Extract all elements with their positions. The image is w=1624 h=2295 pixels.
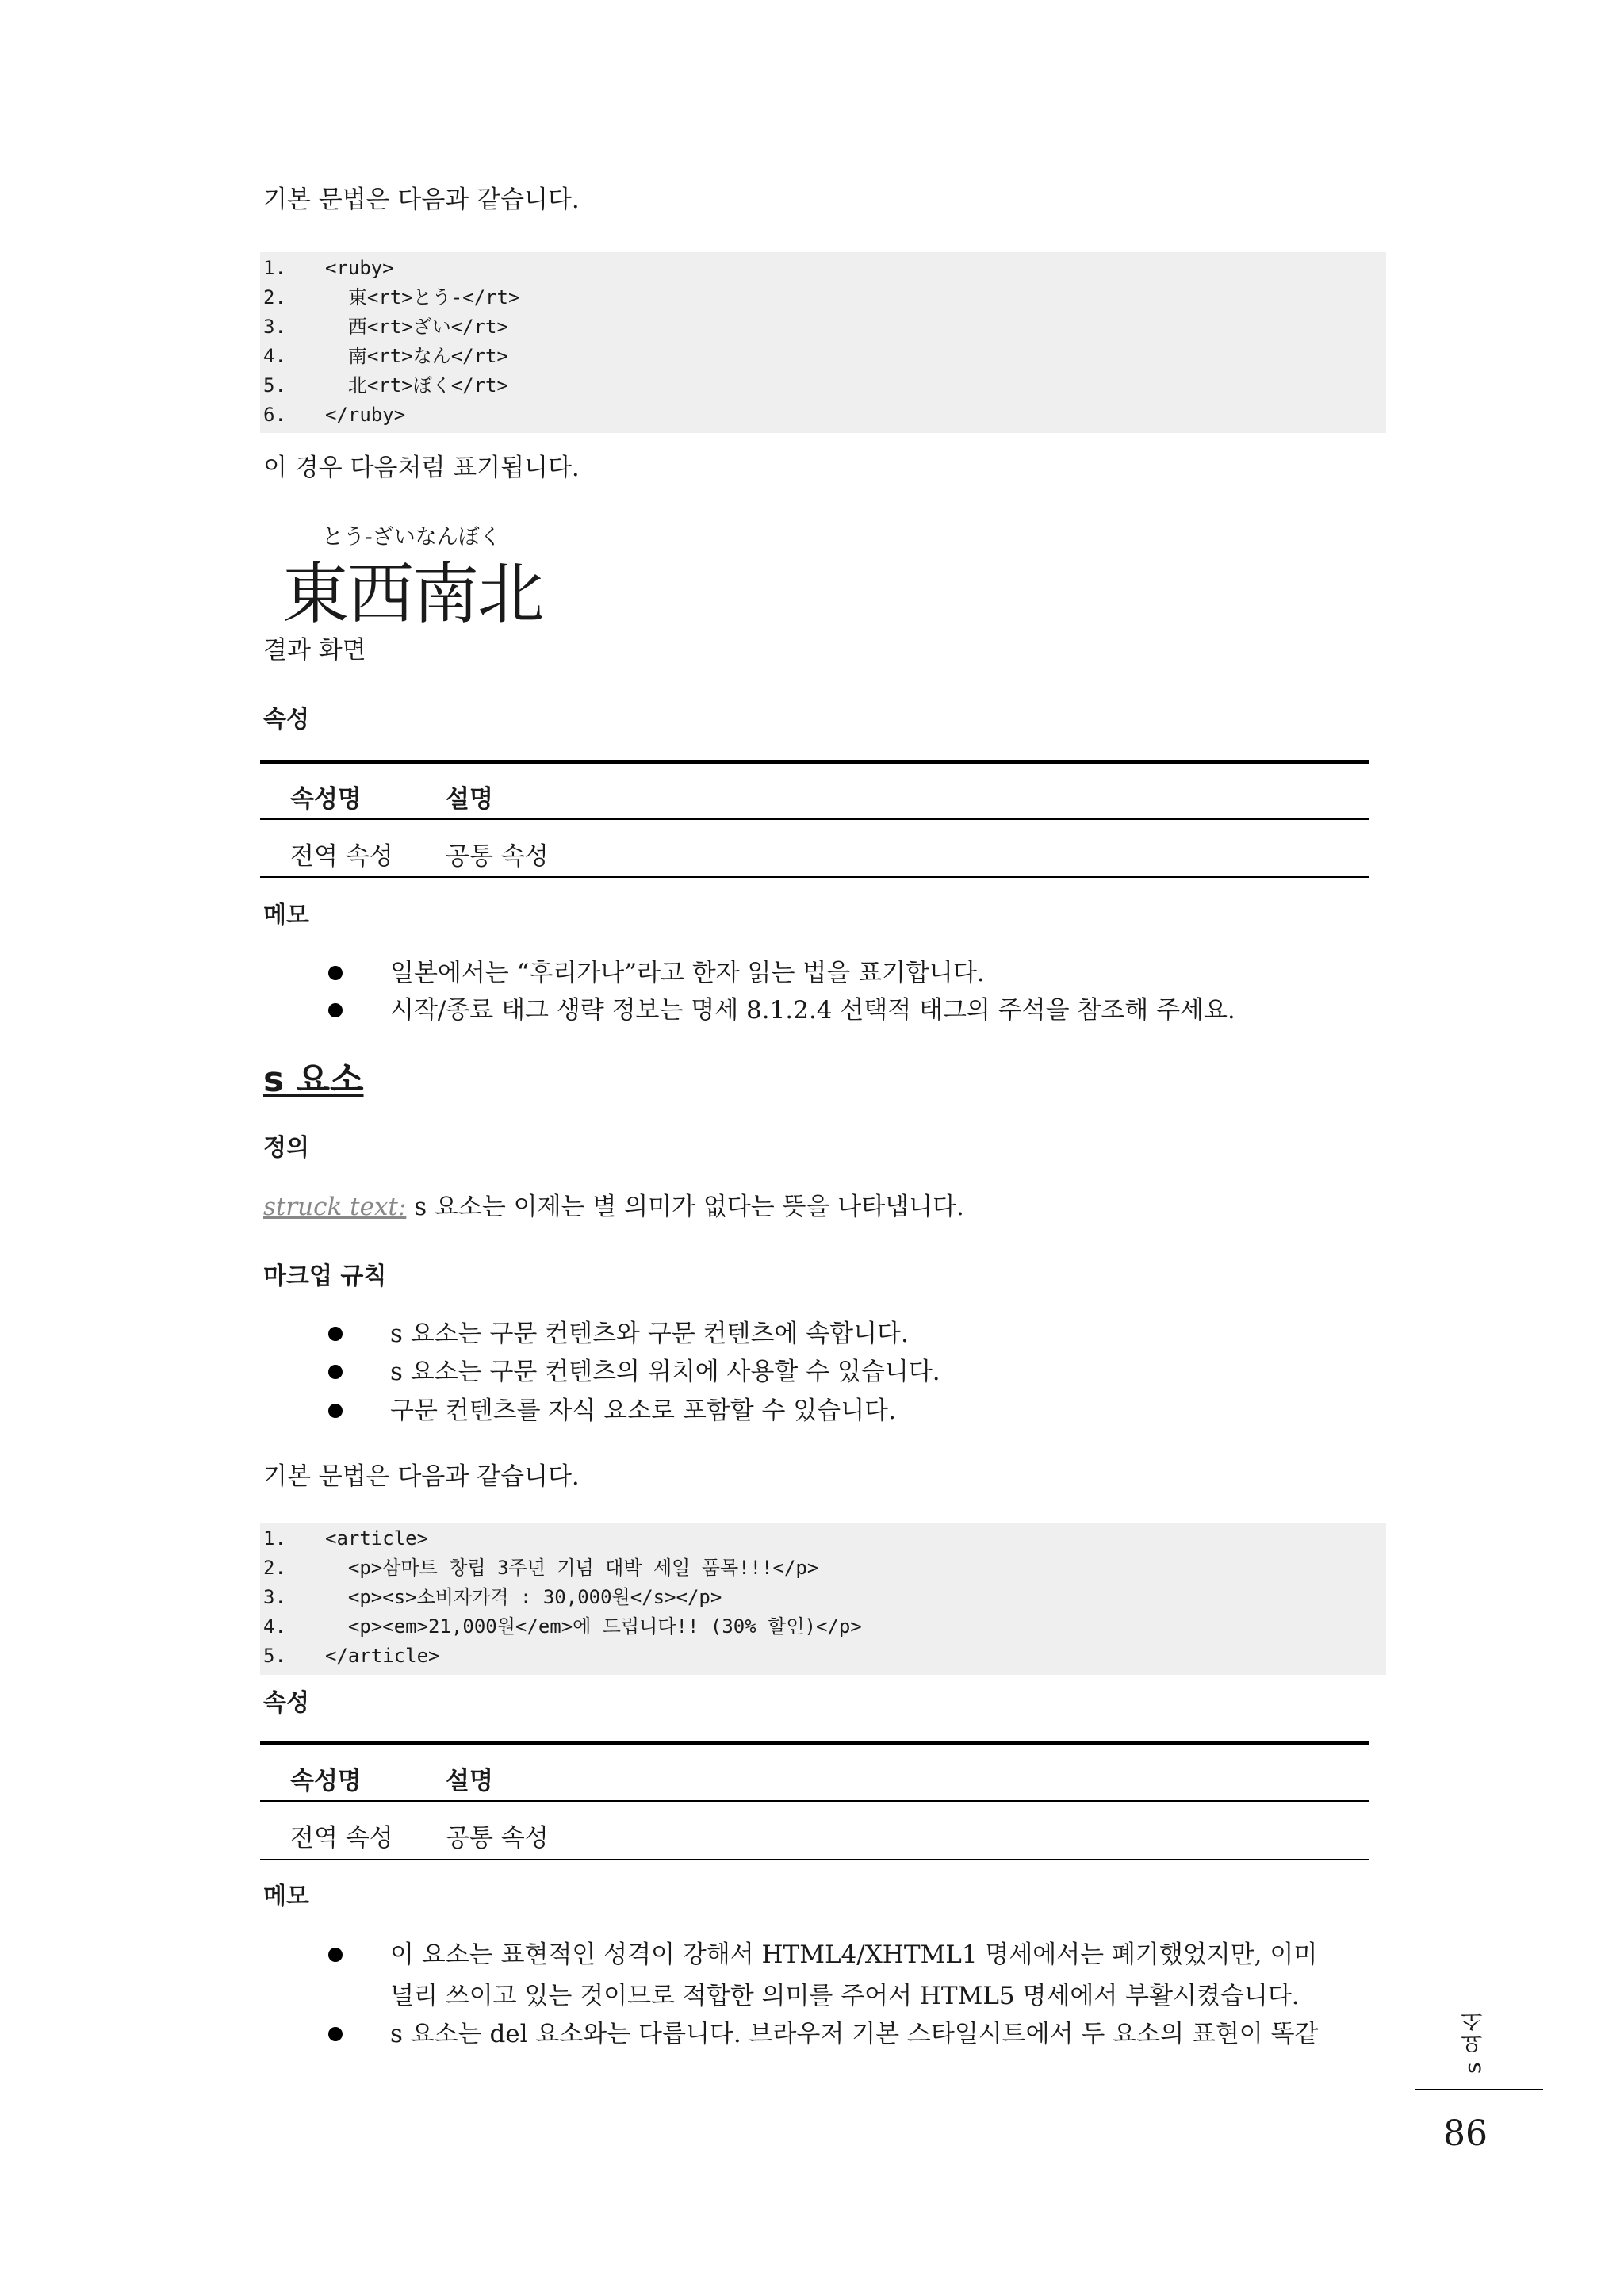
memo-item: 이 요소는 표현적인 성격이 강해서 HTML4/XHTML1 명세에서는 폐기했었지만, 이미 — [390, 1941, 1318, 1969]
memo-item: 시작/종료 태그 생략 정보는 명세 8.1.2.4 선택적 태그의 주석을 참조해 주세요. — [390, 996, 1235, 1025]
intro-text: 기본 문법은 다음과 같습니다. — [263, 186, 580, 214]
table-header-desc: 설명 — [446, 1767, 493, 1795]
table-header-name: 속성명 — [290, 1767, 362, 1795]
table-header-name: 속성명 — [290, 785, 362, 814]
ruby-base-text: 東西南北 — [282, 555, 543, 633]
attr-heading: 속성 — [263, 706, 309, 734]
markup-rules-heading: 마크업 규칙 — [263, 1262, 387, 1290]
markup-rule-item: s 요소는 구문 컨텐츠와 구문 컨텐츠에 속합니다. — [390, 1320, 909, 1348]
side-section-label: s 요소 — [1460, 2010, 1486, 2074]
code-line: 2. 東<rt>とう-</rt> — [263, 286, 520, 308]
table-bottom-rule — [260, 876, 1369, 878]
bullet-icon — [328, 2027, 343, 2041]
memo-heading: 메모 — [263, 902, 309, 929]
definition-heading: 정의 — [263, 1134, 309, 1162]
markup-rule-item: 구문 컨텐츠를 자식 요소로 포함할 수 있습니다. — [390, 1397, 896, 1425]
result-caption: 결과 화면 — [263, 636, 366, 665]
memo-item: 일본에서는 “후리가나”라고 한자 읽는 법을 표기합니다. — [390, 959, 985, 987]
result-intro: 이 경우 다음처럼 표기됩니다. — [263, 454, 580, 482]
table-top-rule — [260, 760, 1369, 764]
bullet-icon — [328, 966, 343, 980]
bullet-icon — [328, 1365, 343, 1379]
code-block-ruby — [260, 252, 1386, 433]
memo-item: s 요소는 del 요소와는 다릅니다. 브라우저 기본 스타일시트에서 두 요소의 표현이 똑같 — [390, 2020, 1319, 2048]
code-line: 3. <p><s>소비자가격 : 30,000원</s></p> — [263, 1586, 722, 1608]
table-cell-desc: 공통 속성 — [446, 842, 549, 871]
memo-heading: 메모 — [263, 1883, 309, 1910]
bullet-icon — [328, 1404, 343, 1418]
code-line: 1. <article> — [263, 1527, 429, 1550]
side-divider — [1415, 2089, 1543, 2090]
intro-text: 기본 문법은 다음과 같습니다. — [263, 1462, 580, 1491]
table-cell-name: 전역 속성 — [290, 842, 393, 871]
definition-body: s 요소는 이제는 별 의미가 없다는 뜻을 나타냅니다. — [406, 1193, 964, 1221]
bullet-icon — [328, 1327, 343, 1341]
ruby-annotation: とう-ざいなんぼく — [322, 525, 501, 550]
table-header-rule — [260, 818, 1369, 820]
markup-rule-item: s 요소는 구문 컨텐츠의 위치에 사용할 수 있습니다. — [390, 1358, 940, 1386]
table-bottom-rule — [260, 1859, 1369, 1860]
table-top-rule — [260, 1741, 1369, 1745]
table-header-desc: 설명 — [446, 785, 493, 814]
table-cell-name: 전역 속성 — [290, 1824, 393, 1852]
memo-item-continued: 널리 쓰이고 있는 것이므로 적합한 의미를 주어서 HTML5 명세에서 부활시켰습니다. — [390, 1982, 1300, 2010]
code-line: 2. <p>삼마트 창립 3주년 기념 대박 세일 품목!!!</p> — [263, 1557, 819, 1579]
code-block-s — [260, 1523, 1386, 1675]
code-line: 1. <ruby> — [263, 257, 394, 279]
code-line: 4. 南<rt>なん</rt> — [263, 345, 508, 367]
section-title: s 요소 — [263, 1059, 364, 1100]
definition-term: struck text: — [263, 1193, 407, 1221]
code-line: 6. </ruby> — [263, 404, 406, 426]
code-line: 5. 北<rt>ぼく</rt> — [263, 374, 508, 397]
bullet-icon — [328, 1003, 343, 1017]
code-line: 5. </article> — [263, 1645, 440, 1667]
table-header-rule — [260, 1800, 1369, 1802]
table-cell-desc: 공통 속성 — [446, 1824, 549, 1852]
definition-text — [263, 1191, 964, 1223]
page-number: 86 — [1443, 2113, 1488, 2154]
code-line: 3. 西<rt>ざい</rt> — [263, 316, 508, 338]
attr-heading: 속성 — [263, 1689, 309, 1717]
code-line: 4. <p><em>21,000원</em>에 드립니다!! (30% 할인)</p> — [263, 1615, 862, 1638]
bullet-icon — [328, 1948, 343, 1962]
